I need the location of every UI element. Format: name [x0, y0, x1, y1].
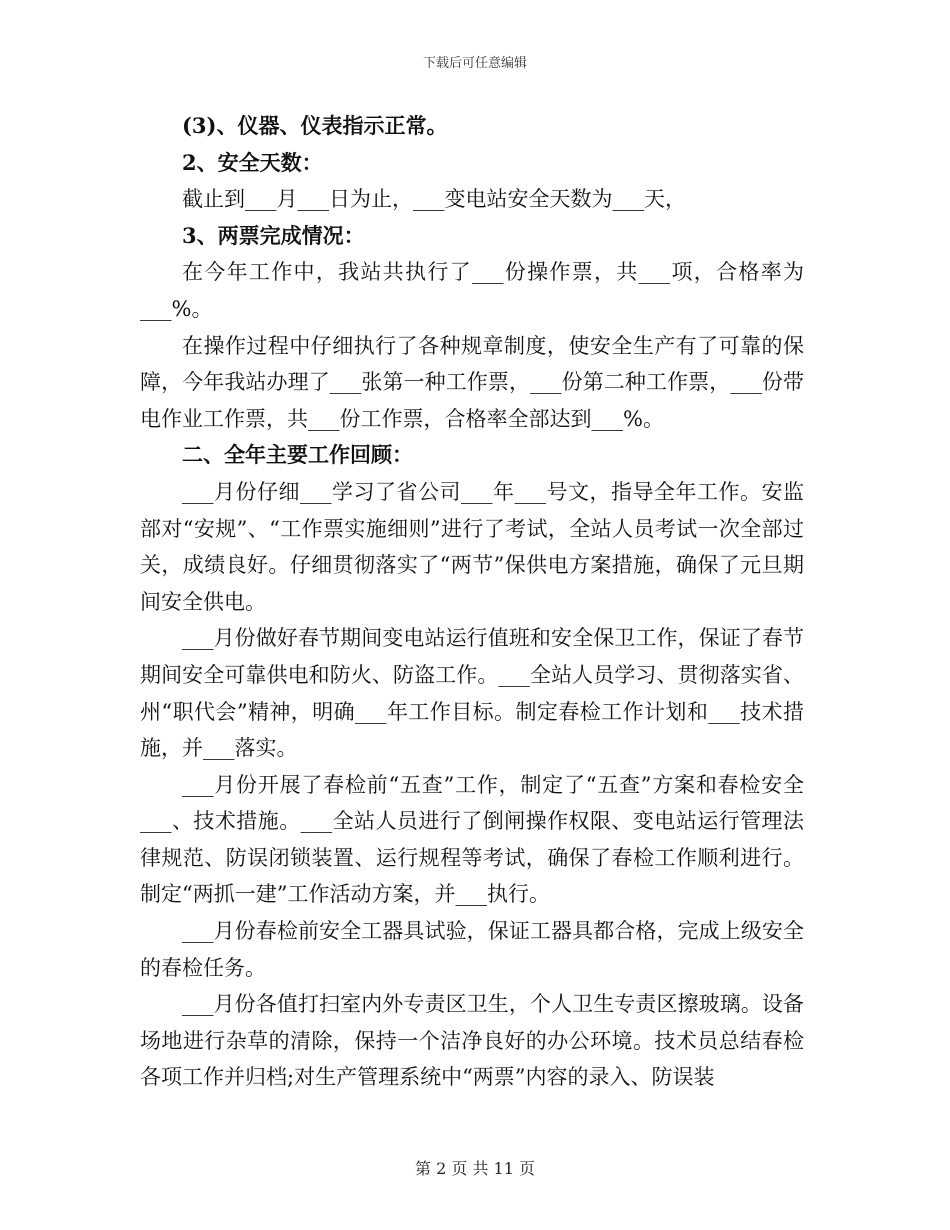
section-heading: 二、全年主要工作回顾：	[182, 442, 413, 468]
body-paragraph: ___月份仔细___学习了省公司___年___号文，指导全年工作。安监部对“安规”、“工作票实施细则”进行了考试，全站人员考试一次全部过关，成绩良好。仔细贯彻落实了“两节”保供电方案措施，确保了元旦期间安全供电。	[140, 479, 804, 614]
body-paragraph: ___月份春检前安全工器具试验，保证工器具都合格，完成上级安全的春检任务。	[140, 919, 804, 980]
page-number: 第 2 页 共 11 页	[415, 1159, 535, 1178]
body-paragraph: ___月份开展了春检前“五查”工作，制定了“五查”方案和春检安全___、技术措施。___全站人员进行了倒闸操作权限、变电站运行管理法律规范、防误闭锁装置、运行规程等考试，确保了春检工作顺利进行。制定“两抓一建”工作活动方案，并___执行。	[140, 772, 804, 907]
body-paragraph: 在今年工作中，我站共执行了___份操作票，共___项，合格率为___%。	[140, 260, 804, 321]
section-heading: (3)、仪器、仪表指示正常。	[182, 113, 448, 138]
section-heading: 3、两票完成情况：	[182, 222, 365, 248]
document-body	[140, 108, 804, 1096]
body-paragraph: 在操作过程中仔细执行了各种规章制度，使安全生产有了可靠的保障，今年我站办理了___张第一种工作票，___份第二种工作票，___份带电作业工作票，共___份工作票，合格率全部达到___%。	[140, 333, 804, 431]
body-paragraph: ___月份做好春节期间变电站运行值班和安全保卫工作，保证了春节期间安全可靠供电和防火、防盗工作。___全站人员学习、贯彻落实省、州“职代会”精神，明确___年工作目标。制定春检工作计划和___技术措施，并___落实。	[140, 626, 804, 761]
section-heading: 2、安全天数：	[182, 149, 323, 175]
page-header-note: 下载后可任意编辑	[422, 56, 527, 71]
body-paragraph: ___月份各值打扫室内外专责区卫生，个人卫生专责区擦玻璃。设备场地进行杂草的清除，保持一个洁净良好的办公环境。技术员总结春检各项工作并归档;对生产管理系统中“两票”内容的录入、防误装	[140, 992, 804, 1090]
body-paragraph: 截止到___月___日为止，___变电站安全天数为___天，	[182, 187, 686, 212]
